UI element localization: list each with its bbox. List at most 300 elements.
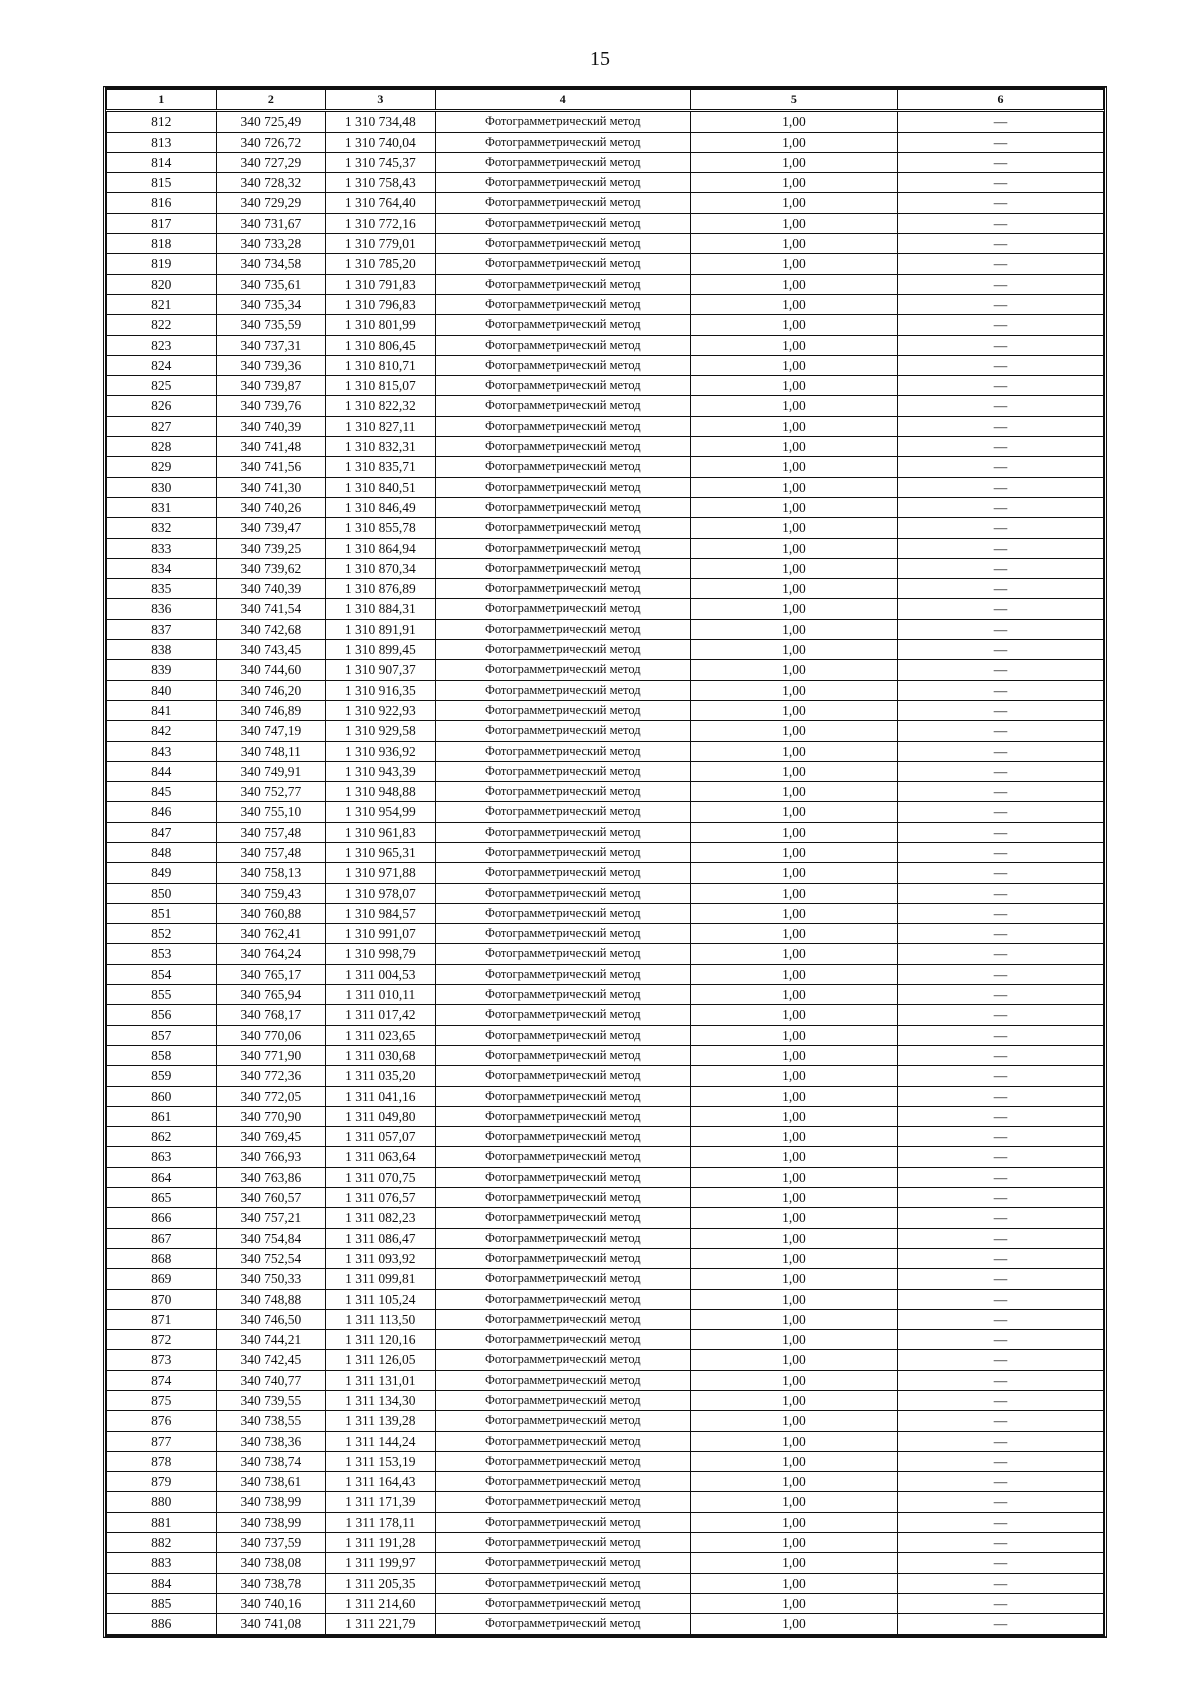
description-cell: — <box>897 1512 1103 1532</box>
method-cell: Фотограмметрический метод <box>435 294 690 314</box>
table-row <box>107 254 1104 274</box>
y-coordinate-cell: 1 310 740,04 <box>326 132 436 152</box>
precision-cell: 1,00 <box>690 1533 897 1553</box>
table-row <box>107 944 1104 964</box>
y-coordinate-cell: 1 311 191,28 <box>326 1533 436 1553</box>
table-row <box>107 1533 1104 1553</box>
point-number-cell: 825 <box>107 376 217 396</box>
y-coordinate-cell: 1 311 030,68 <box>326 1045 436 1065</box>
point-number-cell: 828 <box>107 437 217 457</box>
point-number-cell: 842 <box>107 721 217 741</box>
description-cell: — <box>897 1533 1103 1553</box>
y-coordinate-cell: 1 310 884,31 <box>326 599 436 619</box>
y-coordinate-cell: 1 311 205,35 <box>326 1573 436 1593</box>
y-coordinate-cell: 1 311 099,81 <box>326 1269 436 1289</box>
point-number-cell: 813 <box>107 132 217 152</box>
method-cell: Фотограмметрический метод <box>435 842 690 862</box>
point-number-cell: 834 <box>107 558 217 578</box>
method-cell: Фотограмметрический метод <box>435 234 690 254</box>
table-row <box>107 619 1104 639</box>
precision-cell: 1,00 <box>690 842 897 862</box>
point-number-cell: 879 <box>107 1472 217 1492</box>
table-row <box>107 152 1104 172</box>
table-row <box>107 822 1104 842</box>
x-coordinate-cell: 340 758,13 <box>216 863 326 883</box>
x-coordinate-cell: 340 740,16 <box>216 1593 326 1613</box>
y-coordinate-cell: 1 310 870,34 <box>326 558 436 578</box>
method-cell: Фотограмметрический метод <box>435 1066 690 1086</box>
x-coordinate-cell: 340 759,43 <box>216 883 326 903</box>
precision-cell: 1,00 <box>690 497 897 517</box>
description-cell: — <box>897 1127 1103 1147</box>
x-coordinate-cell: 340 741,56 <box>216 457 326 477</box>
description-cell: — <box>897 1350 1103 1370</box>
precision-cell: 1,00 <box>690 1147 897 1167</box>
point-number-cell: 844 <box>107 761 217 781</box>
x-coordinate-cell: 340 746,20 <box>216 680 326 700</box>
point-number-cell: 827 <box>107 416 217 436</box>
description-cell: — <box>897 558 1103 578</box>
precision-cell: 1,00 <box>690 903 897 923</box>
method-cell: Фотограмметрический метод <box>435 1309 690 1329</box>
y-coordinate-cell: 1 311 070,75 <box>326 1167 436 1187</box>
method-cell: Фотограмметрический метод <box>435 518 690 538</box>
y-coordinate-cell: 1 311 086,47 <box>326 1228 436 1248</box>
y-coordinate-cell: 1 310 815,07 <box>326 376 436 396</box>
method-cell: Фотограмметрический метод <box>435 1289 690 1309</box>
column-header-3: 3 <box>326 90 436 111</box>
y-coordinate-cell: 1 310 929,58 <box>326 721 436 741</box>
y-coordinate-cell: 1 310 916,35 <box>326 680 436 700</box>
description-cell: — <box>897 761 1103 781</box>
table-row <box>107 700 1104 720</box>
y-coordinate-cell: 1 311 153,19 <box>326 1451 436 1471</box>
method-cell: Фотограмметрический метод <box>435 437 690 457</box>
description-cell: — <box>897 294 1103 314</box>
point-number-cell: 858 <box>107 1045 217 1065</box>
method-cell: Фотограмметрический метод <box>435 1553 690 1573</box>
method-cell: Фотограмметрический метод <box>435 1472 690 1492</box>
method-cell: Фотограмметрический метод <box>435 152 690 172</box>
precision-cell: 1,00 <box>690 1269 897 1289</box>
method-cell: Фотограмметрический метод <box>435 1208 690 1228</box>
method-cell: Фотограмметрический метод <box>435 335 690 355</box>
point-number-cell: 814 <box>107 152 217 172</box>
method-cell: Фотограмметрический метод <box>435 1431 690 1451</box>
method-cell: Фотограмметрический метод <box>435 1411 690 1431</box>
table-row <box>107 1451 1104 1471</box>
y-coordinate-cell: 1 311 139,28 <box>326 1411 436 1431</box>
table-row <box>107 1127 1104 1147</box>
method-cell: Фотограмметрический метод <box>435 680 690 700</box>
y-coordinate-cell: 1 311 063,64 <box>326 1147 436 1167</box>
method-cell: Фотограмметрический метод <box>435 1106 690 1126</box>
y-coordinate-cell: 1 311 041,16 <box>326 1086 436 1106</box>
point-number-cell: 878 <box>107 1451 217 1471</box>
description-cell: — <box>897 477 1103 497</box>
point-number-cell: 815 <box>107 173 217 193</box>
method-cell: Фотограмметрический метод <box>435 254 690 274</box>
table-row <box>107 1350 1104 1370</box>
point-number-cell: 886 <box>107 1614 217 1634</box>
x-coordinate-cell: 340 738,78 <box>216 1573 326 1593</box>
method-cell: Фотограмметрический метод <box>435 1614 690 1634</box>
point-number-cell: 877 <box>107 1431 217 1451</box>
precision-cell: 1,00 <box>690 863 897 883</box>
table-row <box>107 173 1104 193</box>
description-cell: — <box>897 700 1103 720</box>
precision-cell: 1,00 <box>690 294 897 314</box>
y-coordinate-cell: 1 311 023,65 <box>326 1025 436 1045</box>
x-coordinate-cell: 340 740,39 <box>216 579 326 599</box>
y-coordinate-cell: 1 310 827,11 <box>326 416 436 436</box>
y-coordinate-cell: 1 310 758,43 <box>326 173 436 193</box>
x-coordinate-cell: 340 726,72 <box>216 132 326 152</box>
precision-cell: 1,00 <box>690 416 897 436</box>
table-row <box>107 863 1104 883</box>
point-number-cell: 845 <box>107 782 217 802</box>
table-row <box>107 1614 1104 1634</box>
header-row <box>107 90 1104 111</box>
table-row <box>107 1431 1104 1451</box>
method-cell: Фотограмметрический метод <box>435 558 690 578</box>
method-cell: Фотограмметрический метод <box>435 1188 690 1208</box>
x-coordinate-cell: 340 772,36 <box>216 1066 326 1086</box>
point-number-cell: 880 <box>107 1492 217 1512</box>
point-number-cell: 884 <box>107 1573 217 1593</box>
description-cell: — <box>897 1106 1103 1126</box>
description-cell: — <box>897 457 1103 477</box>
y-coordinate-cell: 1 310 779,01 <box>326 234 436 254</box>
precision-cell: 1,00 <box>690 152 897 172</box>
description-cell: — <box>897 944 1103 964</box>
description-cell: — <box>897 1005 1103 1025</box>
description-cell: — <box>897 1593 1103 1613</box>
precision-cell: 1,00 <box>690 1025 897 1045</box>
method-cell: Фотограмметрический метод <box>435 822 690 842</box>
method-cell: Фотограмметрический метод <box>435 1451 690 1471</box>
description-cell: — <box>897 355 1103 375</box>
method-cell: Фотограмметрический метод <box>435 944 690 964</box>
table-row <box>107 883 1104 903</box>
description-cell: — <box>897 1248 1103 1268</box>
method-cell: Фотограмметрический метод <box>435 1147 690 1167</box>
x-coordinate-cell: 340 766,93 <box>216 1147 326 1167</box>
description-cell: — <box>897 1391 1103 1411</box>
method-cell: Фотограмметрический метод <box>435 721 690 741</box>
y-coordinate-cell: 1 310 822,32 <box>326 396 436 416</box>
description-cell: — <box>897 274 1103 294</box>
y-coordinate-cell: 1 310 772,16 <box>326 213 436 233</box>
y-coordinate-cell: 1 310 948,88 <box>326 782 436 802</box>
x-coordinate-cell: 340 740,26 <box>216 497 326 517</box>
x-coordinate-cell: 340 755,10 <box>216 802 326 822</box>
method-cell: Фотограмметрический метод <box>435 477 690 497</box>
x-coordinate-cell: 340 750,33 <box>216 1269 326 1289</box>
y-coordinate-cell: 1 310 876,89 <box>326 579 436 599</box>
method-cell: Фотограмметрический метод <box>435 1350 690 1370</box>
x-coordinate-cell: 340 760,57 <box>216 1188 326 1208</box>
table-row <box>107 132 1104 152</box>
precision-cell: 1,00 <box>690 1289 897 1309</box>
method-cell: Фотограмметрический метод <box>435 1533 690 1553</box>
description-cell: — <box>897 1086 1103 1106</box>
method-cell: Фотограмметрический метод <box>435 1492 690 1512</box>
method-cell: Фотограмметрический метод <box>435 741 690 761</box>
precision-cell: 1,00 <box>690 111 897 132</box>
precision-cell: 1,00 <box>690 802 897 822</box>
y-coordinate-cell: 1 311 010,11 <box>326 985 436 1005</box>
x-coordinate-cell: 340 741,08 <box>216 1614 326 1634</box>
point-number-cell: 872 <box>107 1330 217 1350</box>
description-cell: — <box>897 863 1103 883</box>
precision-cell: 1,00 <box>690 761 897 781</box>
point-number-cell: 832 <box>107 518 217 538</box>
precision-cell: 1,00 <box>690 1573 897 1593</box>
y-coordinate-cell: 1 310 810,71 <box>326 355 436 375</box>
x-coordinate-cell: 340 765,94 <box>216 985 326 1005</box>
precision-cell: 1,00 <box>690 1472 897 1492</box>
point-number-cell: 847 <box>107 822 217 842</box>
precision-cell: 1,00 <box>690 782 897 802</box>
table-row <box>107 315 1104 335</box>
point-number-cell: 871 <box>107 1309 217 1329</box>
y-coordinate-cell: 1 311 057,07 <box>326 1127 436 1147</box>
table-row <box>107 640 1104 660</box>
precision-cell: 1,00 <box>690 1512 897 1532</box>
table-row <box>107 1188 1104 1208</box>
y-coordinate-cell: 1 310 864,94 <box>326 538 436 558</box>
point-number-cell: 867 <box>107 1228 217 1248</box>
table-row <box>107 1147 1104 1167</box>
x-coordinate-cell: 340 727,29 <box>216 152 326 172</box>
x-coordinate-cell: 340 741,48 <box>216 437 326 457</box>
precision-cell: 1,00 <box>690 1127 897 1147</box>
table-row <box>107 497 1104 517</box>
x-coordinate-cell: 340 746,50 <box>216 1309 326 1329</box>
precision-cell: 1,00 <box>690 640 897 660</box>
precision-cell: 1,00 <box>690 538 897 558</box>
point-number-cell: 863 <box>107 1147 217 1167</box>
x-coordinate-cell: 340 746,89 <box>216 700 326 720</box>
precision-cell: 1,00 <box>690 1431 897 1451</box>
precision-cell: 1,00 <box>690 964 897 984</box>
point-number-cell: 876 <box>107 1411 217 1431</box>
method-cell: Фотограмметрический метод <box>435 111 690 132</box>
method-cell: Фотограмметрический метод <box>435 619 690 639</box>
method-cell: Фотограмметрический метод <box>435 497 690 517</box>
x-coordinate-cell: 340 740,77 <box>216 1370 326 1390</box>
x-coordinate-cell: 340 772,05 <box>216 1086 326 1106</box>
point-number-cell: 838 <box>107 640 217 660</box>
method-cell: Фотограмметрический метод <box>435 1228 690 1248</box>
precision-cell: 1,00 <box>690 193 897 213</box>
point-number-cell: 823 <box>107 335 217 355</box>
precision-cell: 1,00 <box>690 173 897 193</box>
precision-cell: 1,00 <box>690 274 897 294</box>
description-cell: — <box>897 1370 1103 1390</box>
description-cell: — <box>897 111 1103 132</box>
x-coordinate-cell: 340 765,17 <box>216 964 326 984</box>
y-coordinate-cell: 1 311 126,05 <box>326 1350 436 1370</box>
x-coordinate-cell: 340 739,36 <box>216 355 326 375</box>
method-cell: Фотограмметрический метод <box>435 863 690 883</box>
precision-cell: 1,00 <box>690 1208 897 1228</box>
y-coordinate-cell: 1 310 998,79 <box>326 944 436 964</box>
point-number-cell: 875 <box>107 1391 217 1411</box>
table-row <box>107 396 1104 416</box>
x-coordinate-cell: 340 757,21 <box>216 1208 326 1228</box>
table-row <box>107 1025 1104 1045</box>
precision-cell: 1,00 <box>690 1066 897 1086</box>
y-coordinate-cell: 1 311 199,97 <box>326 1553 436 1573</box>
table-row <box>107 599 1104 619</box>
y-coordinate-cell: 1 310 840,51 <box>326 477 436 497</box>
precision-cell: 1,00 <box>690 1005 897 1025</box>
y-coordinate-cell: 1 310 965,31 <box>326 842 436 862</box>
x-coordinate-cell: 340 739,55 <box>216 1391 326 1411</box>
x-coordinate-cell: 340 738,99 <box>216 1492 326 1512</box>
precision-cell: 1,00 <box>690 1492 897 1512</box>
y-coordinate-cell: 1 310 991,07 <box>326 924 436 944</box>
precision-cell: 1,00 <box>690 234 897 254</box>
method-cell: Фотограмметрический метод <box>435 416 690 436</box>
method-cell: Фотограмметрический метод <box>435 396 690 416</box>
description-cell: — <box>897 213 1103 233</box>
description-cell: — <box>897 1330 1103 1350</box>
method-cell: Фотограмметрический метод <box>435 660 690 680</box>
table-row <box>107 1106 1104 1126</box>
y-coordinate-cell: 1 311 178,11 <box>326 1512 436 1532</box>
point-number-cell: 846 <box>107 802 217 822</box>
precision-cell: 1,00 <box>690 1411 897 1431</box>
method-cell: Фотограмметрический метод <box>435 599 690 619</box>
method-cell: Фотограмметрический метод <box>435 1005 690 1025</box>
method-cell: Фотограмметрический метод <box>435 355 690 375</box>
description-cell: — <box>897 1492 1103 1512</box>
method-cell: Фотограмметрический метод <box>435 315 690 335</box>
description-cell: — <box>897 782 1103 802</box>
table-row <box>107 477 1104 497</box>
point-number-cell: 865 <box>107 1188 217 1208</box>
y-coordinate-cell: 1 310 855,78 <box>326 518 436 538</box>
method-cell: Фотограмметрический метод <box>435 1512 690 1532</box>
y-coordinate-cell: 1 311 082,23 <box>326 1208 436 1228</box>
description-cell: — <box>897 579 1103 599</box>
y-coordinate-cell: 1 310 936,92 <box>326 741 436 761</box>
precision-cell: 1,00 <box>690 1106 897 1126</box>
x-coordinate-cell: 340 768,17 <box>216 1005 326 1025</box>
x-coordinate-cell: 340 752,77 <box>216 782 326 802</box>
description-cell: — <box>897 396 1103 416</box>
table-row <box>107 782 1104 802</box>
y-coordinate-cell: 1 310 984,57 <box>326 903 436 923</box>
precision-cell: 1,00 <box>690 883 897 903</box>
x-coordinate-cell: 340 741,54 <box>216 599 326 619</box>
table-row <box>107 538 1104 558</box>
table-row <box>107 903 1104 923</box>
description-cell: — <box>897 1431 1103 1451</box>
point-number-cell: 817 <box>107 213 217 233</box>
precision-cell: 1,00 <box>690 741 897 761</box>
precision-cell: 1,00 <box>690 518 897 538</box>
description-cell: — <box>897 924 1103 944</box>
point-number-cell: 852 <box>107 924 217 944</box>
point-number-cell: 840 <box>107 680 217 700</box>
table-row <box>107 1066 1104 1086</box>
y-coordinate-cell: 1 310 961,83 <box>326 822 436 842</box>
x-coordinate-cell: 340 748,88 <box>216 1289 326 1309</box>
precision-cell: 1,00 <box>690 376 897 396</box>
description-cell: — <box>897 883 1103 903</box>
table-row <box>107 1167 1104 1187</box>
precision-cell: 1,00 <box>690 396 897 416</box>
point-number-cell: 874 <box>107 1370 217 1390</box>
point-number-cell: 812 <box>107 111 217 132</box>
y-coordinate-cell: 1 311 214,60 <box>326 1593 436 1613</box>
point-number-cell: 824 <box>107 355 217 375</box>
method-cell: Фотограмметрический метод <box>435 376 690 396</box>
point-number-cell: 854 <box>107 964 217 984</box>
method-cell: Фотограмметрический метод <box>435 1370 690 1390</box>
method-cell: Фотограмметрический метод <box>435 903 690 923</box>
description-cell: — <box>897 1025 1103 1045</box>
point-number-cell: 848 <box>107 842 217 862</box>
description-cell: — <box>897 1188 1103 1208</box>
table-row <box>107 1512 1104 1532</box>
x-coordinate-cell: 340 735,34 <box>216 294 326 314</box>
x-coordinate-cell: 340 739,87 <box>216 376 326 396</box>
point-number-cell: 835 <box>107 579 217 599</box>
y-coordinate-cell: 1 311 049,80 <box>326 1106 436 1126</box>
y-coordinate-cell: 1 310 832,31 <box>326 437 436 457</box>
method-cell: Фотограмметрический метод <box>435 883 690 903</box>
point-number-cell: 868 <box>107 1248 217 1268</box>
table-row <box>107 457 1104 477</box>
table-row <box>107 437 1104 457</box>
method-cell: Фотограмметрический метод <box>435 193 690 213</box>
x-coordinate-cell: 340 744,21 <box>216 1330 326 1350</box>
table-row <box>107 518 1104 538</box>
method-cell: Фотограмметрический метод <box>435 132 690 152</box>
method-cell: Фотограмметрический метод <box>435 538 690 558</box>
point-number-cell: 885 <box>107 1593 217 1613</box>
precision-cell: 1,00 <box>690 1350 897 1370</box>
precision-cell: 1,00 <box>690 579 897 599</box>
point-number-cell: 822 <box>107 315 217 335</box>
point-number-cell: 851 <box>107 903 217 923</box>
table-row <box>107 660 1104 680</box>
description-cell: — <box>897 640 1103 660</box>
method-cell: Фотограмметрический метод <box>435 1167 690 1187</box>
description-cell: — <box>897 437 1103 457</box>
column-header-2: 2 <box>216 90 326 111</box>
description-cell: — <box>897 1208 1103 1228</box>
x-coordinate-cell: 340 738,61 <box>216 1472 326 1492</box>
precision-cell: 1,00 <box>690 721 897 741</box>
x-coordinate-cell: 340 738,36 <box>216 1431 326 1451</box>
y-coordinate-cell: 1 310 978,07 <box>326 883 436 903</box>
x-coordinate-cell: 340 738,08 <box>216 1553 326 1573</box>
table-row <box>107 1289 1104 1309</box>
x-coordinate-cell: 340 764,24 <box>216 944 326 964</box>
x-coordinate-cell: 340 760,88 <box>216 903 326 923</box>
x-coordinate-cell: 340 733,28 <box>216 234 326 254</box>
description-cell: — <box>897 964 1103 984</box>
point-number-cell: 830 <box>107 477 217 497</box>
table-row <box>107 1370 1104 1390</box>
method-cell: Фотограмметрический метод <box>435 1127 690 1147</box>
